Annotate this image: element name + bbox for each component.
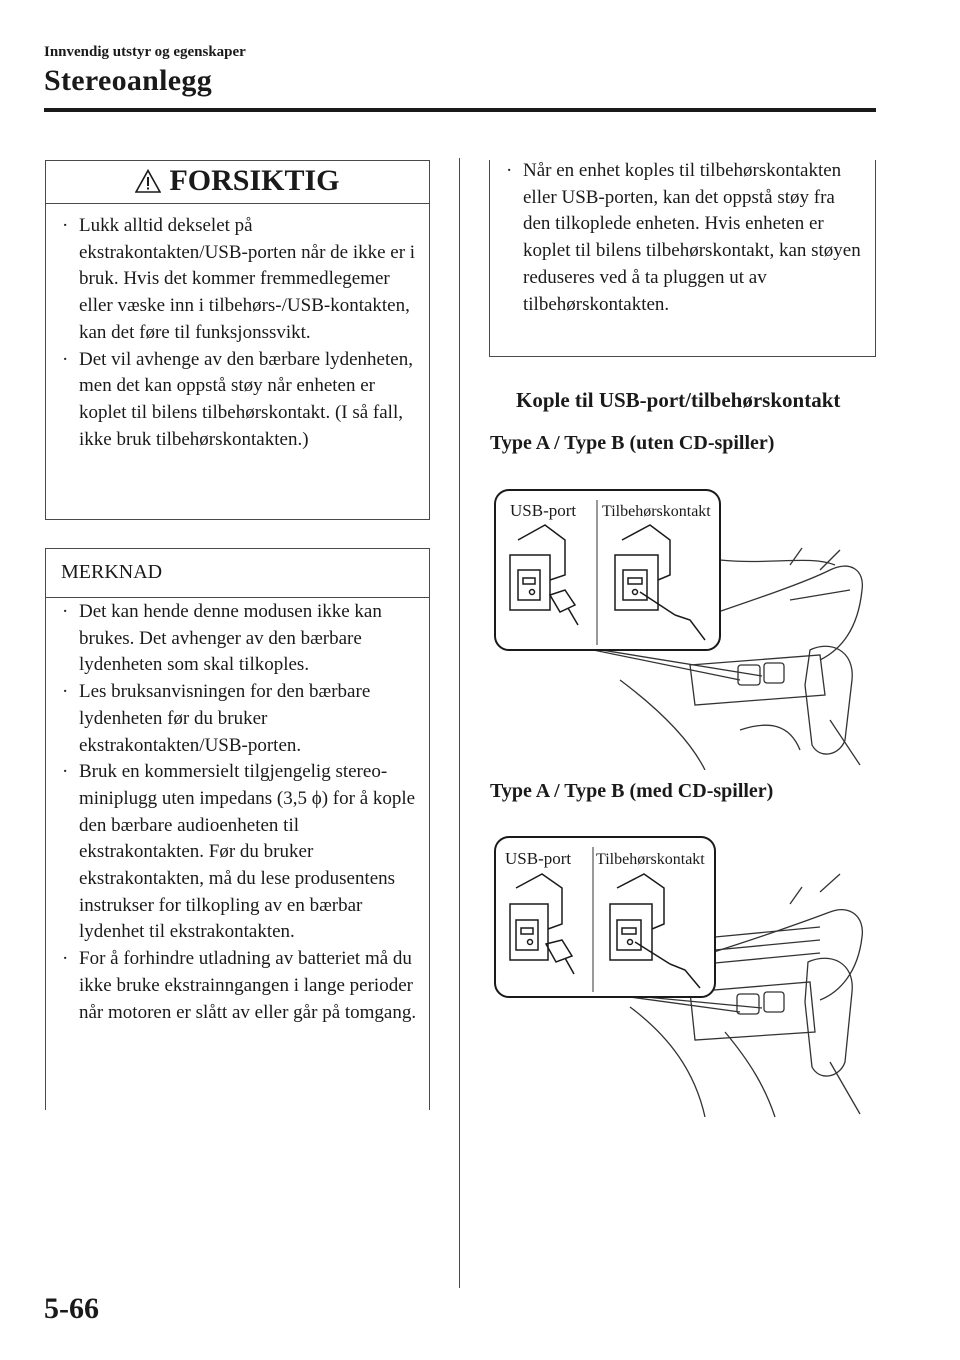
note-box xyxy=(45,548,430,1110)
caution-header xyxy=(46,161,429,201)
column-divider xyxy=(459,158,460,1288)
bullet-icon: · xyxy=(62,215,69,236)
list-item xyxy=(46,599,418,679)
note-list xyxy=(46,599,418,1026)
list-item-text: Når en enhet koples til tilbehørskontakten eller USB-porten, kan det oppstå støy fra den tilkoplede enheten. Hvis enheten er koplet til bilens tilbehørskontakt, kan støyen reduseres ved å ta pluggen ut av tilbehørskontakten. xyxy=(523,160,861,315)
continuation-list xyxy=(490,158,862,318)
bullet-icon: · xyxy=(62,761,69,783)
list-item xyxy=(46,213,416,347)
page-number: 5-66 xyxy=(44,1292,99,1325)
usb-aux-illustration xyxy=(490,832,870,1120)
list-item-text: Det kan hende denne modusen ikke kan brukes. Det avhenger av den bærbare lydenheten som skal tilkoples. xyxy=(79,601,382,676)
bullet-icon: · xyxy=(62,601,69,622)
list-item-text: Bruk en kommersielt tilgjengelig stereo-miniplugg uten impedans (3,5 ϕ) for å kople den bærbare audioenheten til ekstrakontakten. Før du bruker ekstrakontakten, må du lese produsentens instrukser for tilkopling av en bærbar lydenhet til ekstrakontakten. xyxy=(79,761,416,943)
caution-divider xyxy=(46,203,429,204)
list-item-text: Lukk alltid dekselet på ekstrakontakten/USB-porten når de ikke er i bruk. Hvis det kommer fremmedlegemer eller væske inn i tilbehørs-/USB-kontakten, kan det føre til funksjonssvikt. xyxy=(79,215,416,343)
list-item xyxy=(46,347,416,454)
aux-port-label: Tilbehørskontakt xyxy=(596,851,705,868)
usb-aux-illustration xyxy=(490,480,870,770)
aux-port-label: Tilbehørskontakt xyxy=(602,503,711,520)
note-title: MERKNAD xyxy=(61,561,163,583)
list-item xyxy=(490,158,862,318)
caution-list xyxy=(46,213,416,453)
caution-box xyxy=(45,160,430,520)
warning-triangle-icon xyxy=(135,169,161,193)
section-label: Innvendig utstyr og egenskaper xyxy=(44,44,246,60)
usb-port-label: USB-port xyxy=(505,849,572,868)
caution-title: FORSIKTIG xyxy=(169,164,340,197)
list-item-text: Les bruksanvisningen for den bærbare lydenheten før du bruker ekstrakontakten/USB-porten. xyxy=(79,681,371,756)
caution-continuation-box xyxy=(489,160,876,357)
page-title: Stereoanlegg xyxy=(44,64,213,97)
list-item xyxy=(46,759,418,946)
list-item-text: For å forhindre utladning av batteriet må du ikke bruke ekstrainngangen i lange perioder når motoren er slått av eller går på tomgang. xyxy=(79,948,417,1023)
header-rule xyxy=(44,108,876,112)
bullet-icon: · xyxy=(62,348,69,370)
note-divider xyxy=(46,597,429,598)
list-item xyxy=(46,679,418,759)
figure-caption: Type A / Type B (uten CD-spiller) xyxy=(490,432,775,454)
bullet-icon: · xyxy=(62,681,69,703)
section-heading: Kople til USB-port/tilbehørskontakt xyxy=(516,388,841,412)
bullet-icon: · xyxy=(506,160,513,181)
figure-caption: Type A / Type B (med CD-spiller) xyxy=(490,780,774,802)
bullet-icon: · xyxy=(62,948,69,970)
list-item xyxy=(46,946,418,1026)
usb-port-label: USB-port xyxy=(510,501,577,520)
list-item-text: Det vil avhenge av den bærbare lydenheten, men det kan oppstå støy når enheten er koplet til bilens tilbehørskontakt. (I så fall, ikke bruk tilbehørskontakten.) xyxy=(79,348,413,450)
